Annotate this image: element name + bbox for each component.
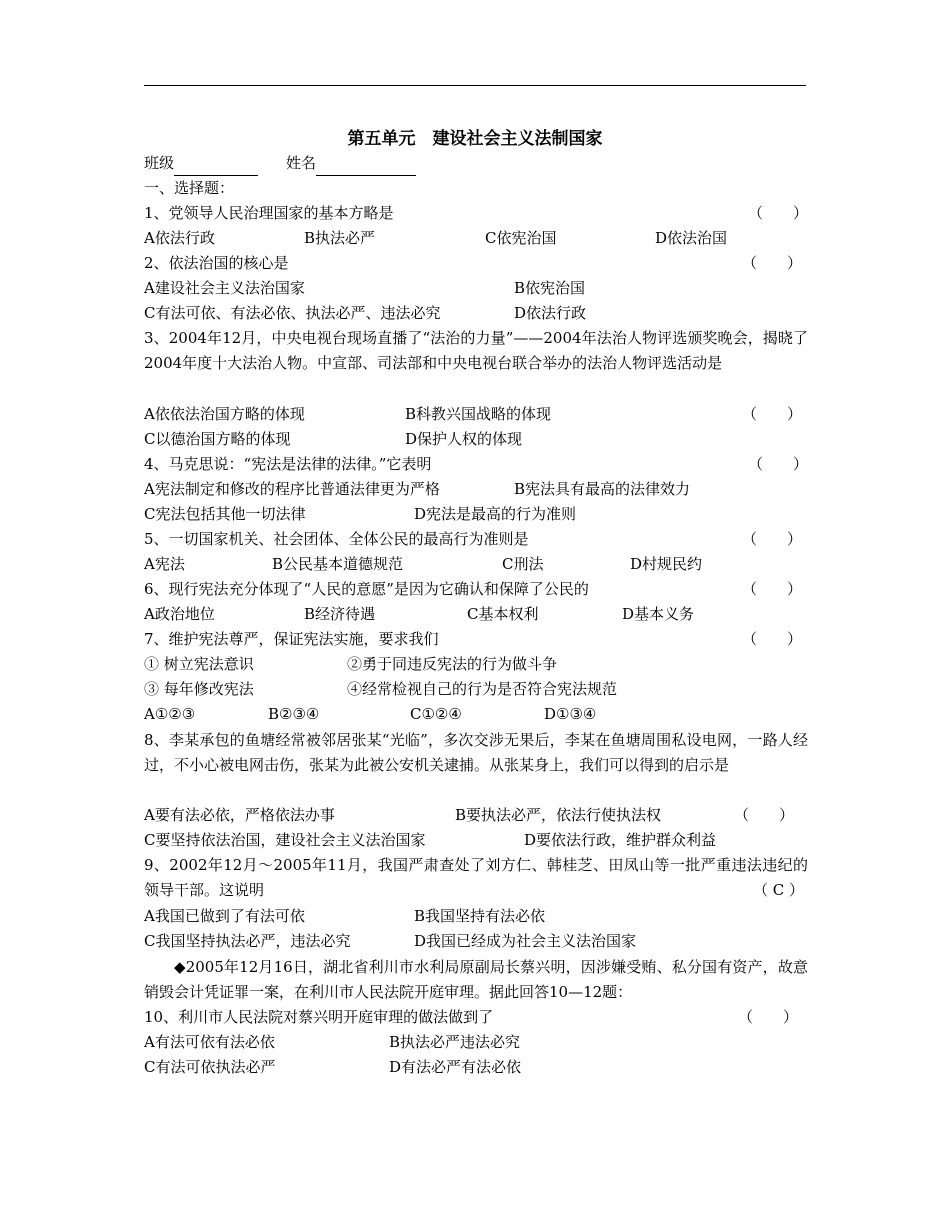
option-c[interactable]: C要坚持依法治国，建设社会主义法治国家 [144, 831, 426, 849]
header-rule [144, 85, 806, 86]
reading-passage: ◆2005年12月16日，湖北省利川市水利局原副局长蔡兴明，因涉嫌受贿、私分国有资产，故意销毁会计凭证罪一案，在利川市人民法院开庭审理。据此回答10—12题： [144, 958, 808, 1002]
option-a[interactable]: A依依法治国方略的体现 [144, 405, 305, 423]
option-b[interactable]: B依宪治国 [514, 279, 586, 297]
option-d[interactable]: D①③④ [544, 705, 597, 723]
answer-paren[interactable]: （ C ） [753, 881, 805, 899]
option-c[interactable]: C宪法包括其他一切法律 [144, 505, 306, 523]
option-c[interactable]: C①②④ [410, 705, 462, 723]
option-d[interactable]: D保护人权的体现 [405, 430, 523, 448]
option-d[interactable]: D依法行政 [514, 304, 587, 322]
option-c[interactable]: C有法可依、有法必依、执法必严、违法必究 [144, 304, 441, 322]
statement-1: ① 树立宪法意识 [144, 655, 254, 673]
statement-2: ②勇于同违反宪法的行为做斗争 [347, 655, 558, 673]
option-b[interactable]: B宪法具有最高的法律效力 [514, 480, 691, 498]
class-blank[interactable] [174, 158, 258, 176]
option-a[interactable]: A建设社会主义法治国家 [144, 279, 305, 297]
answer-paren[interactable]: （ ） [742, 580, 803, 598]
option-b[interactable]: B②③④ [268, 705, 320, 723]
option-d[interactable]: D要依法行政，维护群众利益 [524, 831, 717, 849]
option-a[interactable]: A宪法 [144, 555, 185, 573]
answer-paren[interactable]: （ ） [742, 254, 803, 272]
answer-paren[interactable]: （ ） [738, 1008, 799, 1026]
option-b[interactable]: B经济待遇 [304, 605, 376, 623]
name-blank[interactable] [316, 158, 416, 176]
question-9-stem: 9、2002年12月～2005年11月，我国严肃查处了刘方仁、韩桂芝、田凤山等一批严重违法违纪的领导干部。这说明 [144, 856, 808, 900]
option-c[interactable]: C以德治国方略的体现 [144, 430, 291, 448]
option-c[interactable]: C有法可依执法必严 [144, 1058, 276, 1076]
option-c[interactable]: C依宪治国 [485, 229, 557, 247]
option-d[interactable]: D依法治国 [655, 229, 728, 247]
option-d[interactable]: D有法必严有法必依 [389, 1058, 522, 1076]
option-a[interactable]: A我国已做到了有法可依 [144, 907, 305, 925]
option-b[interactable]: B我国坚持有法必依 [414, 907, 546, 925]
answer-paren[interactable]: （ ） [742, 630, 803, 648]
option-a[interactable]: A政治地位 [144, 605, 215, 623]
question-3-stem: 3、2004年12月，中央电视台现场直播了“法治的力量”——2004年法治人物评选颁奖晚会，揭晓了2004年度十大法治人物。中宣部、司法部和中央电视台联合举办的法治人物评选活动是 [144, 329, 808, 373]
answer-paren[interactable]: （ ） [748, 204, 809, 222]
name-label: 姓名 [286, 154, 317, 172]
option-b[interactable]: B公民基本道德规范 [272, 555, 404, 573]
answer-paren[interactable]: （ ） [734, 806, 795, 824]
option-a[interactable]: A有法可依有法必依 [144, 1033, 275, 1051]
option-a[interactable]: A依法行政 [144, 229, 215, 247]
answer-paren[interactable]: （ ） [742, 405, 803, 423]
class-field[interactable] [144, 151, 258, 176]
option-d[interactable]: D村规民约 [630, 555, 703, 573]
page-title: 第五单元 建设社会主义法制国家 [347, 129, 603, 149]
option-a[interactable]: A宪法制定和修改的程序比普通法律更为严格 [144, 480, 440, 498]
name-field[interactable] [286, 151, 416, 176]
option-d[interactable]: D宪法是最高的行为准则 [414, 505, 577, 523]
class-label: 班级 [144, 154, 175, 172]
option-a[interactable]: A要有法必依，严格依法办事 [144, 806, 335, 824]
option-b[interactable]: B执法必严违法必究 [389, 1033, 521, 1051]
answer-paren[interactable]: （ ） [742, 530, 803, 548]
option-b[interactable]: B要执法必严，依法行使执法权 [455, 806, 662, 824]
option-c[interactable]: C刑法 [502, 555, 544, 573]
option-b[interactable]: B科教兴国战略的体现 [405, 405, 552, 423]
option-a[interactable]: A①②③ [144, 705, 196, 723]
question-8-stem: 8、李某承包的鱼塘经常被邻居张某“光临”，多次交涉无果后，李某在鱼塘周围私设电网，一路人经过，不小心被电网击伤，张某为此被公安机关逮捕。从张某身上，我们可以得到的启示是 [144, 731, 808, 775]
option-c[interactable]: C基本权利 [467, 605, 539, 623]
option-c[interactable]: C我国坚持执法必严，违法必究 [144, 932, 351, 950]
option-b[interactable]: B执法必严 [304, 229, 376, 247]
option-d[interactable]: D基本义务 [622, 605, 695, 623]
statement-3: ③ 每年修改宪法 [144, 680, 254, 698]
answer-paren[interactable]: （ ） [748, 455, 809, 473]
statement-4: ④经常检视自己的行为是否符合宪法规范 [347, 680, 618, 698]
option-d[interactable]: D我国已经成为社会主义法治国家 [414, 932, 637, 950]
